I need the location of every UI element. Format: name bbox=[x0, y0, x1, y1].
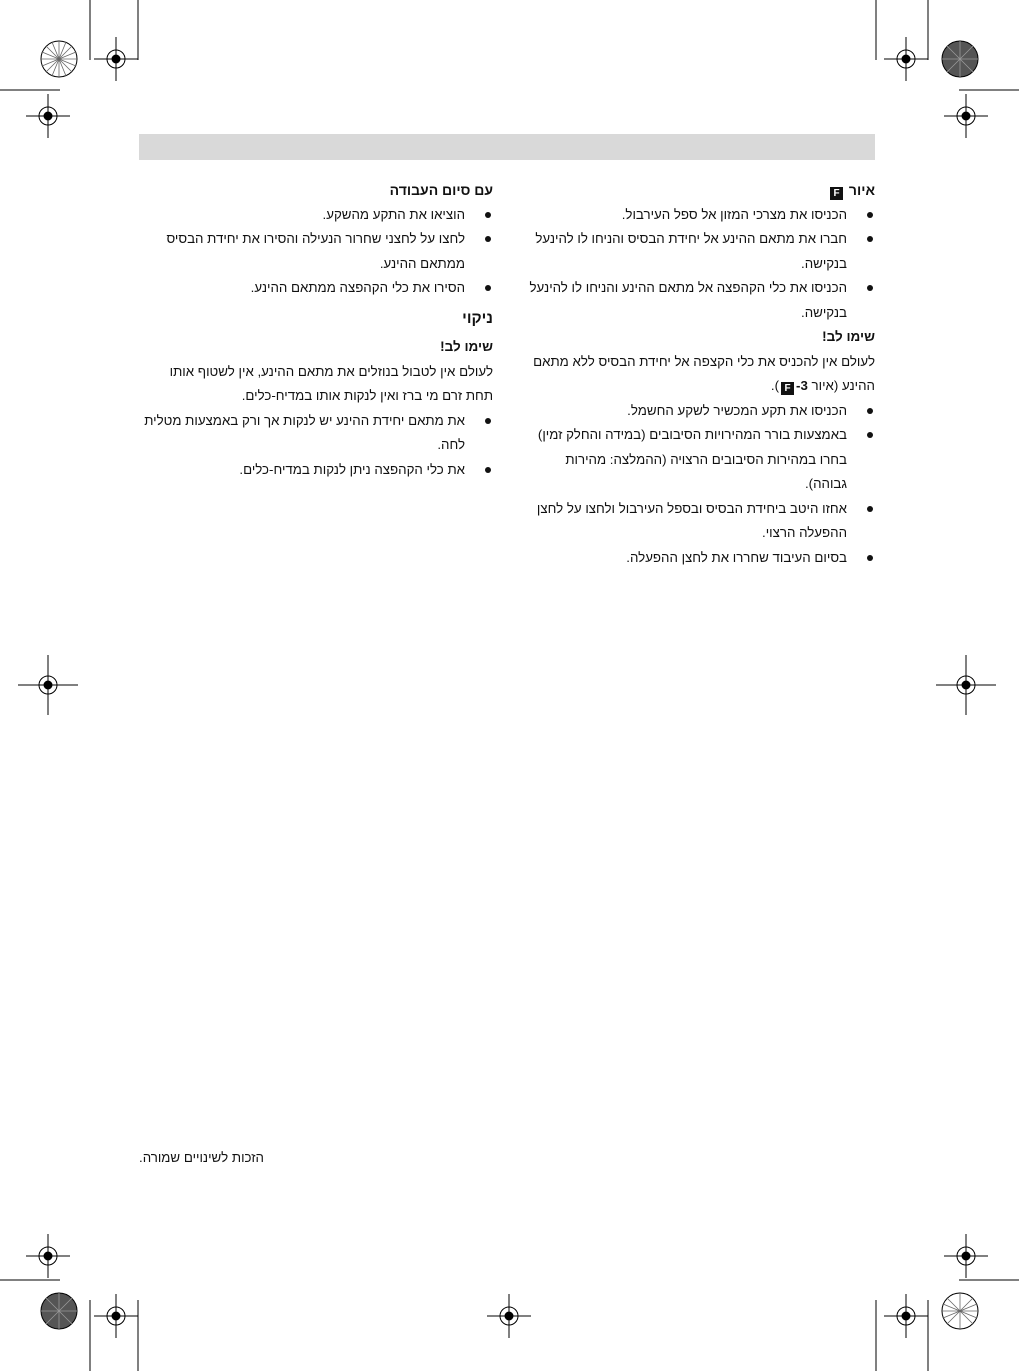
caution-heading: שימו לב! bbox=[440, 339, 493, 354]
bullet-dot-icon bbox=[485, 467, 491, 473]
figure-heading-word: איור bbox=[848, 182, 875, 198]
caution-text: לעולם אין להכניס את כלי הקצפה אל יחידת הבסיס ללא מתאם ההינע (איור 3-F). bbox=[533, 353, 875, 394]
bullet-dot-icon bbox=[867, 555, 873, 561]
list-item: הסירו את כלי הקהפצה ממתאם ההינע. bbox=[139, 276, 493, 301]
caution-heading: שימו לב! bbox=[822, 329, 875, 344]
cleaning-list bbox=[139, 409, 493, 483]
list-item: בסיום העיבוד שחררו את לחצן ההפעלה. bbox=[522, 546, 875, 571]
caution-text: לעולם אין לטבול בנוזלים את מתאם ההינע, אין לשטוף אותו תחת זרם מי ברז ואין לנקות אותו במדיח-כלים. bbox=[169, 363, 493, 403]
bullet-dot-icon bbox=[867, 408, 873, 414]
right-column bbox=[522, 178, 875, 570]
list-item: את מתאם יחידת ההינע יש לנקות אך ורק באמצעות מטלית לחה. bbox=[139, 409, 493, 458]
after-use-list bbox=[139, 203, 493, 301]
bullet-dot-icon bbox=[867, 506, 873, 512]
left-column bbox=[139, 178, 493, 482]
header-band bbox=[139, 134, 875, 160]
after-use-heading: עם סיום העבודה bbox=[389, 182, 493, 198]
list-item: חברו את מתאם ההינע אל יחידת הבסיס והניחו לו להינעל בנקישה. bbox=[522, 227, 875, 276]
bullet-dot-icon bbox=[867, 285, 873, 291]
bullet-dot-icon bbox=[867, 212, 873, 218]
operation-list bbox=[522, 399, 875, 571]
figure-box-icon: F bbox=[781, 382, 794, 395]
bullet-dot-icon bbox=[485, 285, 491, 291]
list-item: הכניסו את תקע המכשיר לשקע החשמל. bbox=[522, 399, 875, 424]
bullet-dot-icon bbox=[485, 418, 491, 424]
figure-box-icon: F bbox=[830, 187, 843, 200]
footer-note: הזכות לשינויים שמורה. bbox=[139, 1150, 264, 1165]
bullet-dot-icon bbox=[867, 236, 873, 242]
list-item: הכניסו את כלי הקהפצה אל מתאם ההינע והניחו לו להינעל בנקישה. bbox=[522, 276, 875, 325]
instruction-list bbox=[522, 203, 875, 326]
figure-heading bbox=[522, 178, 875, 203]
cleaning-heading: ניקוי bbox=[462, 309, 493, 327]
list-item: באמצעות בורר המהירויות הסיבובים (במידה והחלק זמין) בחרו במהירות הסיבובים הרצויה (ההמלצה: מהירות גבוהה). bbox=[522, 423, 875, 497]
list-item: הכניסו את מצרכי המזון אל ספל העירבול. bbox=[522, 203, 875, 228]
list-item: אחזו היטב ביחידת הבסיס ובספל העירבול ולחצו על לחצן ההפעלה הרצוי. bbox=[522, 497, 875, 546]
list-item: את כלי הקהפצה ניתן לנקות במדיח-כלים. bbox=[139, 458, 493, 483]
list-item: הוציאו את התקע מהשקע. bbox=[139, 203, 493, 228]
bullet-dot-icon bbox=[485, 236, 491, 242]
bullet-dot-icon bbox=[867, 432, 873, 438]
bullet-dot-icon bbox=[485, 212, 491, 218]
list-item: לחצו על לחצני שחרור הנעילה והסירו את יחידת הבסיס ממתאם ההינע. bbox=[139, 227, 493, 276]
